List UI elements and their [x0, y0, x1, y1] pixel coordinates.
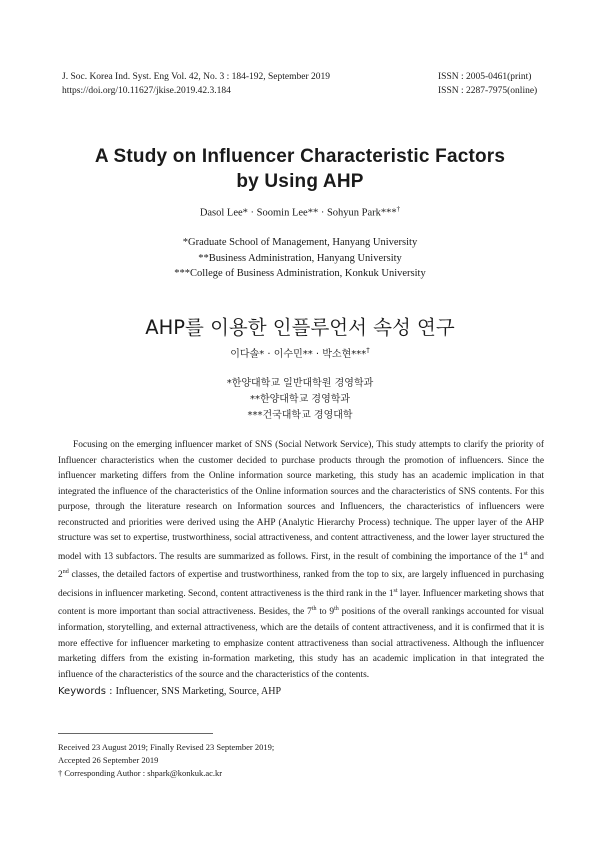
title-line-2: by Using AHP: [236, 171, 364, 192]
corresponding-author: † Corresponding Author : shpark@konkuk.ac.kr: [58, 768, 223, 778]
issn-print: ISSN : 2005-0461(print): [438, 72, 532, 82]
footnotes: [58, 741, 274, 780]
author-list: [0, 205, 600, 219]
abstract-text-5: to 9: [316, 607, 335, 618]
korean-affiliations: [0, 376, 600, 424]
author-names: Dasol Lee* · Soomin Lee** · Sohyun Park***: [199, 207, 397, 219]
korean-author-names: 이다솔* · 이수민** · 박소현***: [230, 349, 367, 360]
affiliation-1: *Graduate School of Management, Hanyang University: [182, 237, 418, 248]
superscript: th: [334, 606, 339, 613]
superscript: st: [523, 550, 528, 557]
abstract-text-6: positions of the overall rankings accounted for visual information, storytelling, and external attractiveness, which are the details of content attractiveness, and it is confirmed that it is more effective for influencer marketing to emphasize content attractiveness than social attractiveness. Although the influencer marketing differs from the existing in-formation marketing, this study has an academic implication in that integrated the influence of the characteristics of the source and the characteristics of the contents.: [58, 607, 544, 680]
keywords-label: Keywords :: [58, 686, 116, 697]
superscript: th: [311, 606, 317, 613]
keywords-list: Influencer, SNS Marketing, Source, AHP: [115, 686, 282, 697]
abstract-text-2: and 2: [58, 551, 544, 581]
abstract-text-3: classes, the detailed factors of expertise and trustworthiness, ranked from the top to six, are largely influenced in purchasing decisions in influencer marketing. Second, content attractiveness is the third rank in the 1: [58, 570, 544, 599]
corresponding-mark: †: [396, 205, 401, 213]
affiliations: [0, 235, 600, 282]
keywords: [58, 686, 281, 697]
abstract: [58, 438, 544, 683]
korean-author-list: [0, 345, 600, 360]
korean-affiliation-1: *한양대학교 일반대학원 경영학과: [226, 378, 374, 389]
korean-title: AHP를 이용한 인플루언서 속성 연구: [145, 316, 455, 339]
superscript: st: [393, 587, 398, 594]
paper-title: [0, 144, 600, 194]
affiliation-2: **Business Administration, Hanyang University: [198, 252, 402, 264]
journal-citation: J. Soc. Korea Ind. Syst. Eng Vol. 42, No. 3 : 184-192, September 2019: [62, 72, 331, 82]
doi-link[interactable]: https://doi.org/10.11627/jkise.2019.42.3.184: [62, 86, 231, 96]
superscript: nd: [62, 569, 69, 576]
accepted-date: Accepted 26 September 2019: [58, 755, 159, 765]
journal-header: [62, 70, 330, 98]
abstract-text-1: Focusing on the emerging influencer market of SNS (Social Network Service), This study attempts to clarify the priority of Influencer characteristics when the customer decided to purchase products through the promotion of influencers. Since the influencer marketing differs from the Online information source marketing, this study has an academic implication in that integrated the influence of the characteristics of the Online information sources and the characteristics of SNS contents. For this purpose, through the literature research on Information sources and Influencers, the characteristics of influencers were reconstructed and priorities were derived using the AHP (Analytic Hierarchy Process) technique. The upper layer of the AHP structure was set to expertise, trustworthiness, social attractiveness, and content attractiveness, and the lower layer structured the model with 13 subfactors. The results are summarized as follows. First, in the result of combining the importance of the 1: [58, 440, 544, 562]
affiliation-3: ***College of Business Administration, Konkuk University: [174, 268, 426, 279]
issn-block: [438, 70, 537, 98]
footnote-divider: [58, 733, 213, 734]
korean-affiliation-2: **한양대학교 경영학과: [249, 394, 351, 405]
issn-online: ISSN : 2287-7975(online): [438, 86, 538, 96]
received-date: Received 23 August 2019; Finally Revised 23 September 2019;: [58, 742, 275, 752]
abstract-text-4: layer. Influencer marketing shows that content is more important than social attractiveness. Besides, the 7: [58, 588, 545, 618]
korean-affiliation-3: ***건국대학교 경영대학: [247, 410, 353, 421]
korean-corresponding-mark: †: [366, 346, 370, 355]
title-line-1: A Study on Influencer Characteristic Factors: [94, 146, 506, 167]
